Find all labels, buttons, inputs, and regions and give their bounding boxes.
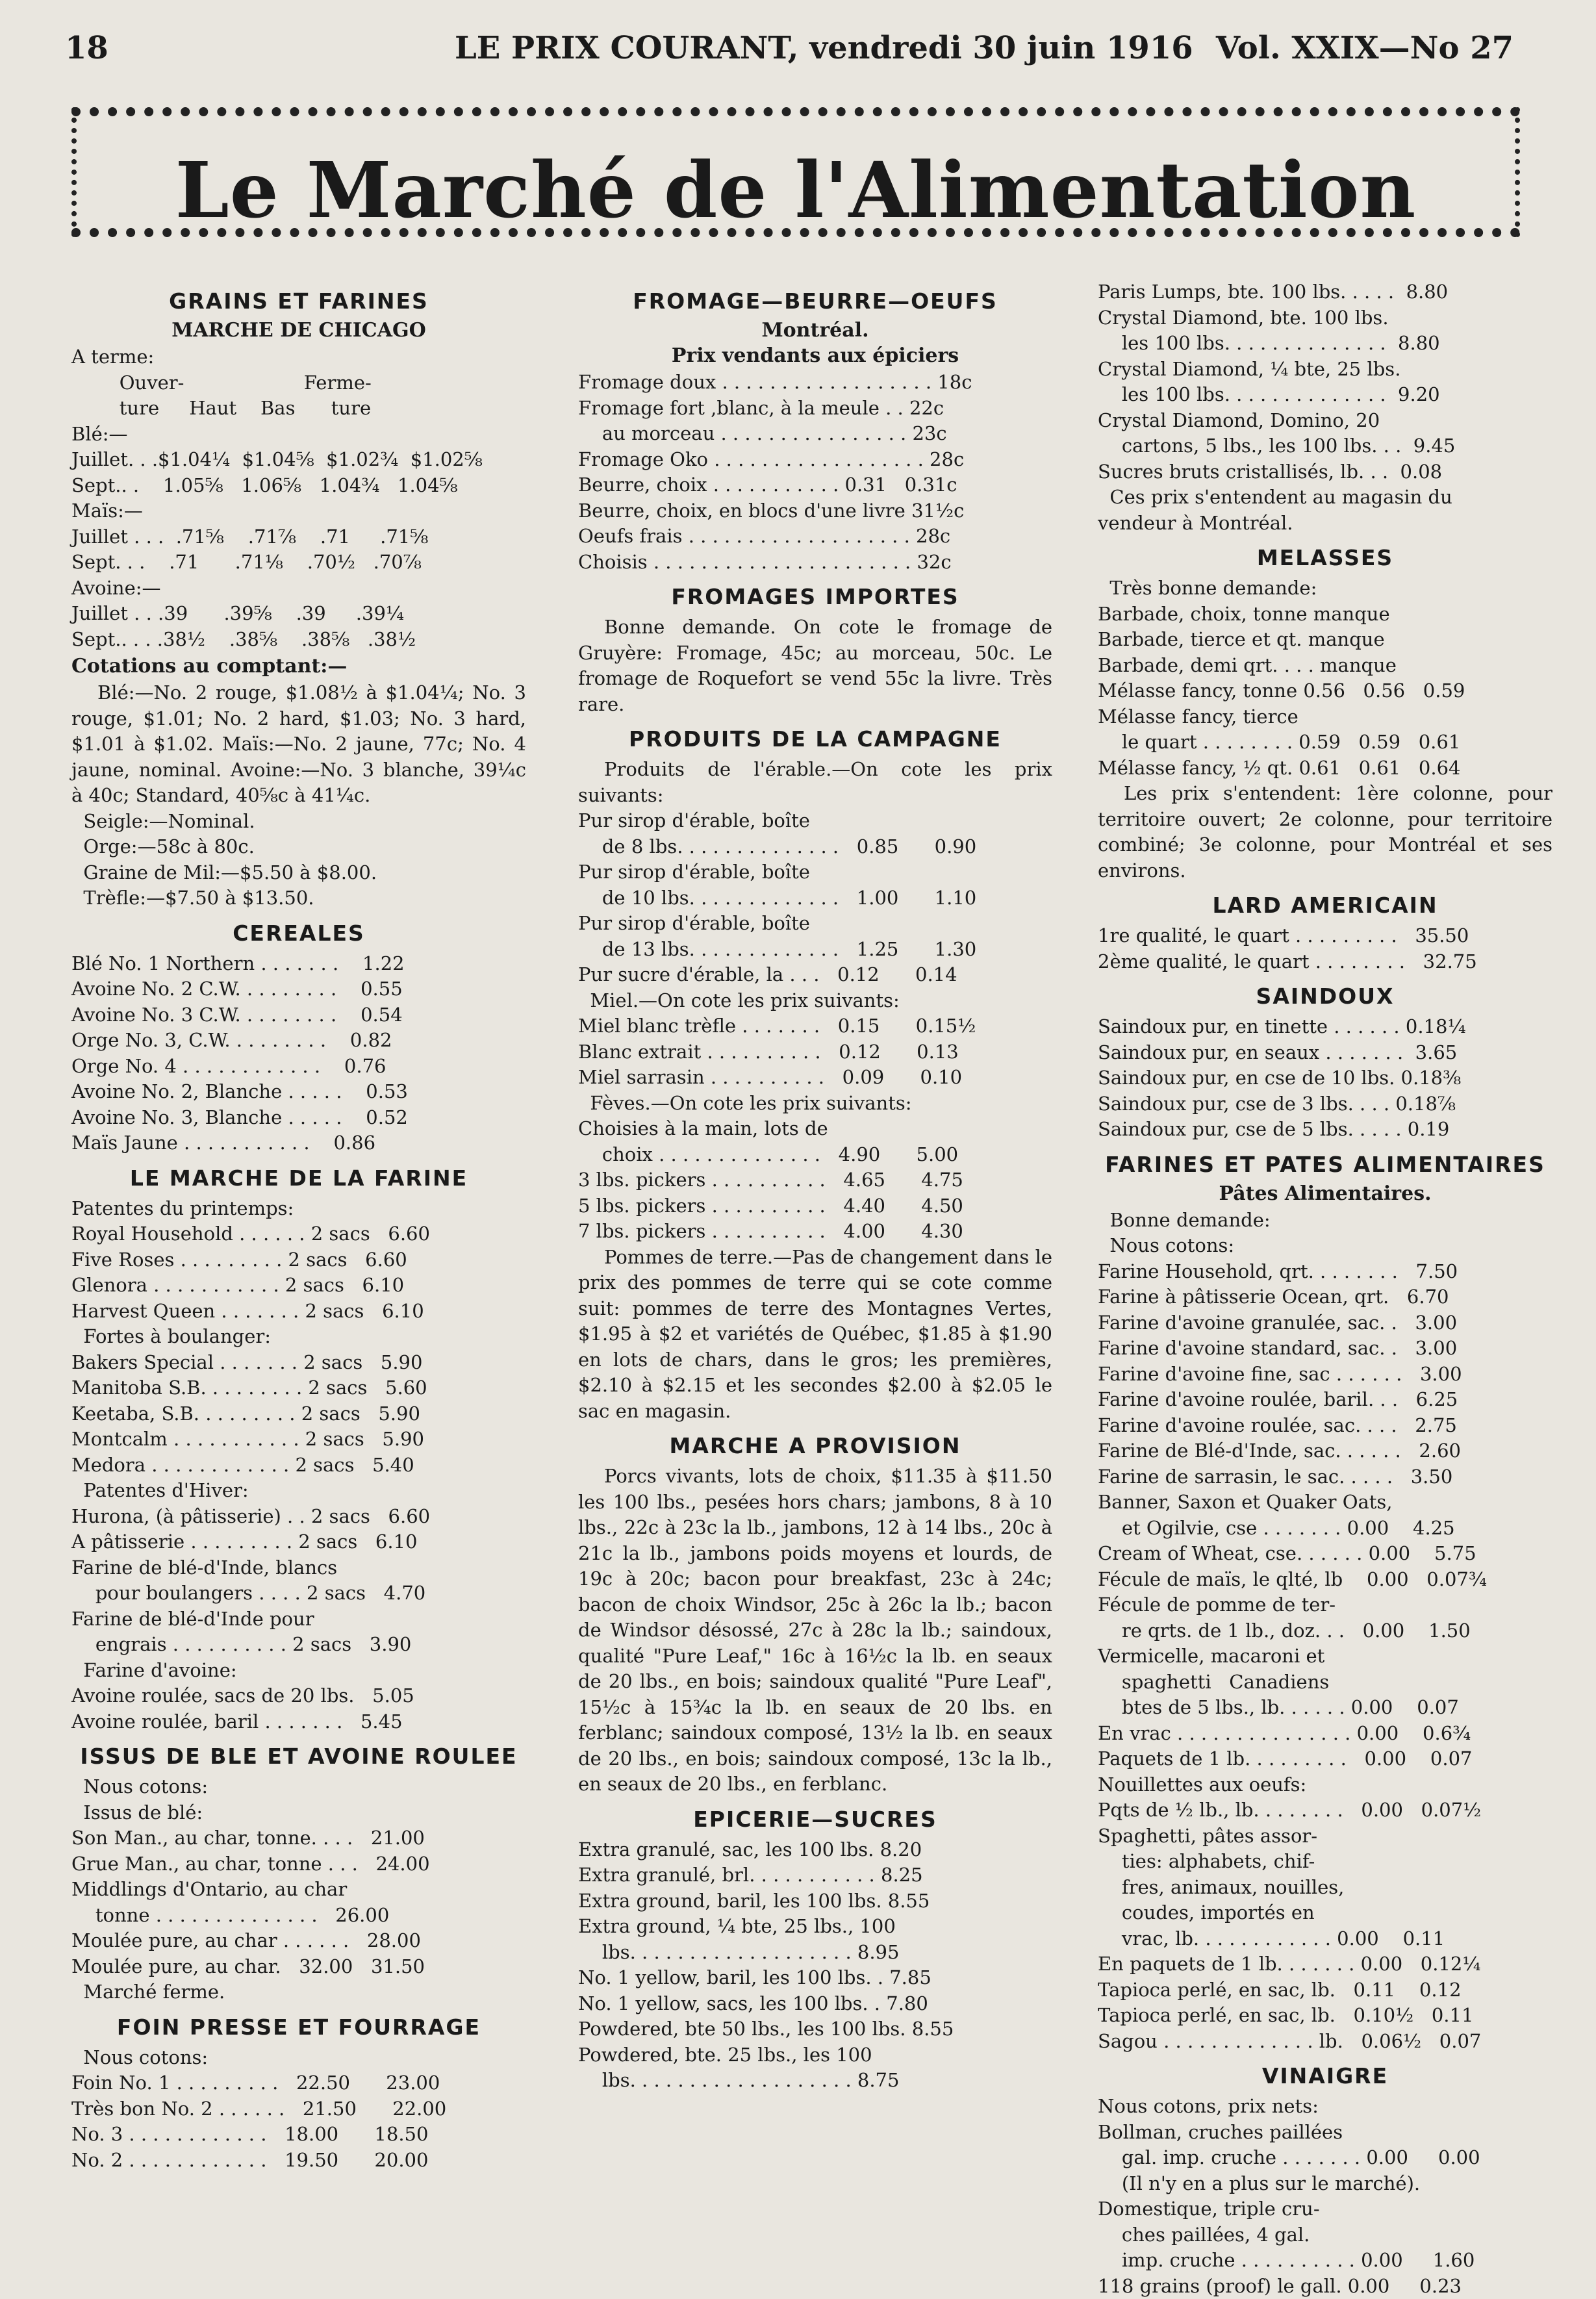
price-line: Saindoux pur, cse de 5 lbs. . . . . 0.19 [1098, 1117, 1552, 1143]
pates-list [1098, 1208, 1552, 2055]
price-line: fres, animaux, nouilles, [1098, 1875, 1552, 1901]
price-line: re qrts. de 1 lb., doz. . . 0.00 1.50 [1098, 1618, 1552, 1644]
issus-list [71, 1774, 526, 2005]
price-line: Très bonne demande: [1098, 576, 1552, 602]
price-line: Nouillettes aux oeufs: [1098, 1772, 1552, 1798]
price-line: Pqts de ½ lb., lb. . . . . . . . 0.00 0.07½ [1098, 1797, 1552, 1823]
price-line: lbs. . . . . . . . . . . . . . . . . . . 8.75 [578, 2068, 1052, 2094]
price-line: Vermicelle, macaroni et [1098, 1644, 1552, 1670]
sucres-list [578, 1837, 1052, 2094]
price-line: Foin No. 1 . . . . . . . . . 22.50 23.00 [71, 2070, 526, 2096]
price-line: les 100 lbs. . . . . . . . . . . . . . 8.80 [1098, 331, 1552, 357]
price-line: Issus de blé: [71, 1800, 526, 1826]
price-line: Ouver- Ferme- [71, 370, 526, 396]
price-line: Miel blanc trèfle . . . . . . . 0.15 0.15½ [578, 1013, 1052, 1039]
price-line: Avoine No. 3 C.W. . . . . . . . . 0.54 [71, 1002, 526, 1028]
page-header [65, 23, 1514, 75]
price-line: 5 lbs. pickers . . . . . . . . . . 4.40 4.50 [578, 1193, 1052, 1219]
cereales-list [71, 951, 526, 1156]
paragraph-provision: Porcs vivants, lots de choix, $11.35 à $11.50 les 100 lbs., pesées hors chars; jambons, 8 à 10 lbs., 22c à 23c la lb., jambons, 12 à 14 lbs., 20c à 21c la lb., jambons poids moyens et lourds, de 19c à 20c; bacon pour breakfast, 23c à 24c; bacon de choix Windsor, 25c à 26c la lb.; bacon de Windsor désossé, 27c à 28c la lb.; saindoux, qualité "Pure Leaf," 16c à 16½c la lb. en seaux de 20 lbs., en bois; saindoux qualité "Pure Leaf", 15½c à 15¾c la lb. en seaux de 20 lbs. en ferblanc; saindoux composé, 13½ la lb. en seaux de 20 lbs., en bois; saindoux composé, 13c la lb., en seaux de 20 lbs., en ferblanc. [578, 1464, 1052, 1797]
page-number: 18 [65, 30, 108, 66]
price-line: Extra granulé, sac, les 100 lbs. 8.20 [578, 1837, 1052, 1863]
price-line: Tapioca perlé, en sac, lb. 0.10½ 0.11 [1098, 2003, 1552, 2029]
price-line: Avoine No. 3, Blanche . . . . . 0.52 [71, 1105, 526, 1131]
volume-number: Vol. XXIX—No 27 [1216, 30, 1514, 66]
price-line: Nous cotons: [71, 2045, 526, 2071]
price-line: Maïs Jaune . . . . . . . . . . . 0.86 [71, 1130, 526, 1156]
price-line: Sept.. . . .38½ .38⅝ .38⅝ .38½ [71, 627, 526, 653]
subheading-chicago: MARCHE DE CHICAGO [71, 319, 526, 342]
fromage-list [578, 370, 1052, 575]
price-line: ties: alphabets, chif- [1098, 1849, 1552, 1875]
price-line: Fromage Oko . . . . . . . . . . . . . . . . . . 28c [578, 447, 1052, 473]
price-line: Fèves.—On cote les prix suivants: [578, 1091, 1052, 1117]
price-line: Juillet. . .$1.04¼ $1.04⅝ $1.02¾ $1.02⅝ [71, 447, 526, 473]
price-line: Avoine No. 2, Blanche . . . . . 0.53 [71, 1079, 526, 1105]
price-line: les 100 lbs. . . . . . . . . . . . . . 9.20 [1098, 382, 1552, 408]
heading-farine: LE MARCHE DE LA FARINE [71, 1165, 526, 1191]
price-line: Blé No. 1 Northern . . . . . . . 1.22 [71, 951, 526, 977]
price-line: Trèfle:—$7.50 à $13.50. [71, 885, 526, 911]
paragraph-erable: Produits de l'érable.—On cote les prix suivants: [578, 757, 1052, 808]
price-line: Extra ground, baril, les 100 lbs. 8.55 [578, 1888, 1052, 1914]
price-line: Pur sirop d'érable, boîte [578, 859, 1052, 885]
price-line: Sept. . . .71 .71⅛ .70½ .70⅞ [71, 550, 526, 576]
price-line: Spaghetti, pâtes assor- [1098, 1823, 1552, 1849]
price-line: Farine d'avoine roulée, sac. . . . 2.75 [1098, 1413, 1552, 1439]
price-line: Barbade, choix, tonne manque [1098, 602, 1552, 628]
price-line: Nous cotons: [71, 1774, 526, 1800]
price-line: Orge No. 4 . . . . . . . . . . . . 0.76 [71, 1054, 526, 1080]
price-line: Tapioca perlé, en sac, lb. 0.11 0.12 [1098, 1977, 1552, 2003]
price-line: pour boulangers . . . . 2 sacs 4.70 [71, 1581, 526, 1607]
price-line: Saindoux pur, cse de 3 lbs. . . . 0.18⅞ [1098, 1091, 1552, 1117]
price-line: Très bon No. 2 . . . . . . 21.50 22.00 [71, 2096, 526, 2122]
price-line: No. 1 yellow, baril, les 100 lbs. . 7.85 [578, 1965, 1052, 1991]
lard-list [1098, 923, 1552, 974]
price-line: Maïs:— [71, 498, 526, 524]
subheading-prix: Prix vendants aux épiciers [578, 344, 1052, 367]
price-line: choix . . . . . . . . . . . . . . 4.90 5.00 [578, 1142, 1052, 1168]
price-line: Fromage fort ,blanc, à la meule . . 22c [578, 396, 1052, 422]
column-right [1098, 279, 1552, 2299]
column-middle [578, 279, 1052, 2094]
subheading-montreal: Montréal. [578, 319, 1052, 342]
price-line: Fortes à boulanger: [71, 1324, 526, 1350]
paragraph-melasses: Les prix s'entendent: 1ère colonne, pour territoire ouvert; 2e colonne, pour territoire combiné; 3e colonne, pour Montréal et ses environs. [1098, 781, 1552, 883]
price-line: Mélasse fancy, tonne 0.56 0.56 0.59 [1098, 678, 1552, 704]
price-line: 3 lbs. pickers . . . . . . . . . . 4.65 4.75 [578, 1167, 1052, 1193]
price-line: Juillet . . .39 .39⅝ .39 .39¼ [71, 601, 526, 627]
campagne-list [578, 808, 1052, 1245]
price-line: Mélasse fancy, tierce [1098, 704, 1552, 730]
price-line: Patentes du printemps: [71, 1196, 526, 1222]
price-line: Farine de sarrasin, le sac. . . . . 3.50 [1098, 1464, 1552, 1490]
heading-saindoux: SAINDOUX [1098, 984, 1552, 1009]
price-line: Avoine:— [71, 576, 526, 602]
price-line: En vrac . . . . . . . . . . . . . . . 0.00 0.6¾ [1098, 1721, 1552, 1747]
heading-grains: GRAINS ET FARINES [71, 288, 526, 314]
price-line: Harvest Queen . . . . . . . 2 sacs 6.10 [71, 1299, 526, 1325]
price-line: tonne . . . . . . . . . . . . . . 26.00 [71, 1903, 526, 1929]
price-line: Middlings d'Ontario, au char [71, 1877, 526, 1903]
price-line: Saindoux pur, en cse de 10 lbs. 0.18⅜ [1098, 1065, 1552, 1091]
price-line: spaghetti Canadiens [1098, 1670, 1552, 1696]
price-line: Crystal Diamond, bte. 100 lbs. [1098, 305, 1552, 331]
vinaigre-list [1098, 2094, 1552, 2299]
price-line: gal. imp. cruche . . . . . . . 0.00 0.00 [1098, 2145, 1552, 2171]
price-line: cartons, 5 lbs., les 100 lbs. . . 9.45 [1098, 433, 1552, 459]
price-line: Mélasse fancy, ½ qt. 0.61 0.61 0.64 [1098, 756, 1552, 781]
price-line: Manitoba S.B. . . . . . . . . 2 sacs 5.60 [71, 1375, 526, 1401]
price-line: Hurona, (à pâtisserie) . . 2 sacs 6.60 [71, 1504, 526, 1530]
price-line: No. 1 yellow, sacs, les 100 lbs. . 7.80 [578, 1991, 1052, 2017]
price-line: Avoine No. 2 C.W. . . . . . . . . 0.55 [71, 976, 526, 1002]
sucres-cont-list [1098, 279, 1552, 536]
price-line: Barbade, demi qrt. . . . manque [1098, 653, 1552, 679]
price-line: Nous cotons, prix nets: [1098, 2094, 1552, 2120]
price-line: le quart . . . . . . . . 0.59 0.59 0.61 [1098, 730, 1552, 756]
price-line: Blé:— [71, 422, 526, 448]
price-line: En paquets de 1 lb. . . . . . . 0.00 0.12¼ [1098, 1951, 1552, 1977]
price-line: engrais . . . . . . . . . . 2 sacs 3.90 [71, 1632, 526, 1658]
price-line: Choisies à la main, lots de [578, 1116, 1052, 1142]
price-line: (Il n'y en a plus sur le marché). [1098, 2171, 1552, 2197]
price-line: Marché ferme. [71, 1979, 526, 2005]
price-line: Farine à pâtisserie Ocean, qrt. 6.70 [1098, 1284, 1552, 1310]
price-line: Saindoux pur, en seaux . . . . . . . 3.65 [1098, 1040, 1552, 1066]
price-line: Paquets de 1 lb. . . . . . . . . 0.00 0.07 [1098, 1746, 1552, 1772]
grain-list [71, 809, 526, 911]
price-line: btes de 5 lbs., lb. . . . . . 0.00 0.07 [1098, 1695, 1552, 1721]
heading-cereales: CEREALES [71, 921, 526, 946]
price-line: Beurre, choix, en blocs d'une livre 31½c [578, 498, 1052, 524]
price-line: 1re qualité, le quart . . . . . . . . . 35.50 [1098, 923, 1552, 949]
melasses-list [1098, 576, 1552, 781]
price-line: imp. cruche . . . . . . . . . . 0.00 1.60 [1098, 2248, 1552, 2274]
price-line: Patentes d'Hiver: [71, 1478, 526, 1504]
heading-farines-pates: FARINES ET PATES ALIMENTAIRES [1098, 1152, 1552, 1177]
price-line: A terme: [71, 344, 526, 370]
price-line: Farine d'avoine standard, sac. . 3.00 [1098, 1336, 1552, 1362]
subheading-pates: Pâtes Alimentaires. [1098, 1182, 1552, 1205]
price-line: Miel.—On cote les prix suivants: [578, 988, 1052, 1014]
heading-epicerie: EPICERIE—SUCRES [578, 1807, 1052, 1832]
price-line: lbs. . . . . . . . . . . . . . . . . . . 8.95 [578, 1940, 1052, 1966]
heading-fromages-importes: FROMAGES IMPORTES [578, 584, 1052, 609]
price-line: Five Roses . . . . . . . . . 2 sacs 6.60 [71, 1247, 526, 1273]
price-line: Glenora . . . . . . . . . . . 2 sacs 6.10 [71, 1273, 526, 1299]
price-line: Cream of Wheat, cse. . . . . . 0.00 5.75 [1098, 1541, 1552, 1567]
price-line: Grue Man., au char, tonne . . . 24.00 [71, 1851, 526, 1877]
price-line: coudes, importés en [1098, 1900, 1552, 1926]
price-line: Montcalm . . . . . . . . . . . 2 sacs 5.90 [71, 1427, 526, 1453]
heading-comptant: Cotations au comptant:— [71, 655, 526, 678]
price-line: Fécule de maïs, le qlté, lb 0.00 0.07¾ [1098, 1567, 1552, 1593]
price-line: Domestique, triple cru- [1098, 2196, 1552, 2222]
chicago-prices [71, 344, 526, 652]
price-line: Pur sirop d'érable, boîte [578, 808, 1052, 834]
price-line: Sucres bruts cristallisés, lb. . . 0.08 [1098, 459, 1552, 485]
price-line: A pâtisserie . . . . . . . . . 2 sacs 6.10 [71, 1529, 526, 1555]
price-line: vrac, lb. . . . . . . . . . . . 0.00 0.11 [1098, 1926, 1552, 1952]
price-line: Extra granulé, brl. . . . . . . . . . . 8.25 [578, 1862, 1052, 1888]
price-line: Graine de Mil:—$5.50 à $8.00. [71, 860, 526, 886]
price-line: Bollman, cruches paillées [1098, 2120, 1552, 2146]
price-line: Sagou . . . . . . . . . . . . . lb. 0.06½ 0.07 [1098, 2029, 1552, 2055]
price-line: Farine de Blé-d'Inde, sac. . . . . . 2.60 [1098, 1438, 1552, 1464]
price-line: Saindoux pur, en tinette . . . . . . 0.18¼ [1098, 1014, 1552, 1040]
price-line: Crystal Diamond, Domino, 20 [1098, 408, 1552, 434]
price-line: ture Haut Bas ture [71, 396, 526, 422]
price-line: Choisis . . . . . . . . . . . . . . . . . . . . . . 32c [578, 550, 1052, 576]
price-line: de 13 lbs. . . . . . . . . . . . . 1.25 1.30 [578, 937, 1052, 963]
paragraph-importes: Bonne demande. On cote le fromage de Gruyère: Fromage, 45c; au morceau, 50c. Le fromage de Roquefort se vend 55c la livre. Très rare. [578, 615, 1052, 717]
price-line: ches paillées, 4 gal. [1098, 2222, 1552, 2248]
price-line: Farine d'avoine roulée, baril. . . 6.25 [1098, 1387, 1552, 1413]
price-line: 2ème qualité, le quart . . . . . . . . 32.75 [1098, 949, 1552, 975]
heading-melasses: MELASSES [1098, 545, 1552, 570]
price-line: Royal Household . . . . . . 2 sacs 6.60 [71, 1221, 526, 1247]
price-line: No. 3 . . . . . . . . . . . . 18.00 18.50 [71, 2122, 526, 2148]
price-line: Nous cotons: [1098, 1233, 1552, 1259]
newspaper-dateline: LE PRIX COURANT, vendredi 30 juin 1916 [455, 30, 1193, 66]
price-line: Farine de blé-d'Inde pour [71, 1607, 526, 1632]
price-line: Keetaba, S.B. . . . . . . . . 2 sacs 5.90 [71, 1401, 526, 1427]
price-line: Banner, Saxon et Quaker Oats, [1098, 1490, 1552, 1516]
heading-vinaigre: VINAIGRE [1098, 2063, 1552, 2089]
price-line: Miel sarrasin . . . . . . . . . . 0.09 0.10 [578, 1065, 1052, 1091]
heading-fromage: FROMAGE—BEURRE—OEUFS [578, 288, 1052, 314]
price-line: 7 lbs. pickers . . . . . . . . . . 4.00 4.30 [578, 1219, 1052, 1245]
price-line: No. 2 . . . . . . . . . . . . 19.50 20.00 [71, 2148, 526, 2174]
heading-foin: FOIN PRESSE ET FOURRAGE [71, 2014, 526, 2040]
saindoux-list [1098, 1014, 1552, 1143]
heading-campagne: PRODUITS DE LA CAMPAGNE [578, 726, 1052, 752]
price-line: Extra ground, ¼ bte, 25 lbs., 100 [578, 1914, 1052, 1940]
price-line: Fécule de pomme de ter- [1098, 1592, 1552, 1618]
price-line: Farine d'avoine fine, sac . . . . . . 3.00 [1098, 1362, 1552, 1388]
price-line: Bakers Special . . . . . . . 2 sacs 5.90 [71, 1350, 526, 1376]
price-line: Medora . . . . . . . . . . . . 2 sacs 5.40 [71, 1453, 526, 1479]
price-line: Farine de blé-d'Inde, blancs [71, 1555, 526, 1581]
price-line: de 10 lbs. . . . . . . . . . . . . 1.00 1.10 [578, 885, 1052, 911]
price-line: Powdered, bte. 25 lbs., les 100 [578, 2042, 1052, 2068]
price-line: Orge No. 3, C.W. . . . . . . . . 0.82 [71, 1028, 526, 1054]
paragraph-comptant: Blé:—No. 2 rouge, $1.08½ à $1.04¼; No. 3 rouge, $1.01; No. 2 hard, $1.03; No. 3 hard, $1.01 à $1.02. Maïs:—No. 2 jaune, 77c; No. 4 jaune, nominal. Avoine:—No. 3 blanche, 39¼c à 40c; Standard, 40⅝c à 41¼c. [71, 680, 526, 809]
price-line: vendeur à Montréal. [1098, 511, 1552, 537]
price-line: 118 grains (proof) le gall. 0.00 0.23 [1098, 2274, 1552, 2299]
price-line: Seigle:—Nominal. [71, 809, 526, 835]
price-line: Pur sirop d'érable, boîte [578, 911, 1052, 937]
price-line: de 8 lbs. . . . . . . . . . . . . . 0.85 0.90 [578, 834, 1052, 860]
price-line: Ces prix s'entendent au magasin du [1098, 485, 1552, 511]
price-line: Moulée pure, au char. 32.00 31.50 [71, 1954, 526, 1980]
price-line: Orge:—58c à 80c. [71, 834, 526, 860]
price-line: Farine d'avoine: [71, 1658, 526, 1684]
paragraph-pommes: Pommes de terre.—Pas de changement dans le prix des pommes de terre qui se cote comme suit: pommes de terre des Montagnes Vertes, $1.95 à $2 et variétés de Québec, $1.85 à $1.90 en lots de chars, dans le gros; les premières, $2.10 à $2.15 et les secondes $2.00 à $2.05 le sac en magasin. [578, 1245, 1052, 1425]
price-line: Crystal Diamond, ¼ bte, 25 lbs. [1098, 357, 1552, 383]
price-line: Pur sucre d'érable, la . . . 0.12 0.14 [578, 962, 1052, 988]
price-line: Bonne demande: [1098, 1208, 1552, 1234]
price-line: Powdered, bte 50 lbs., les 100 lbs. 8.55 [578, 2016, 1052, 2042]
price-line: Son Man., au char, tonne. . . . 21.00 [71, 1825, 526, 1851]
price-line: Barbade, tierce et qt. manque [1098, 627, 1552, 653]
price-line: Blanc extrait . . . . . . . . . . 0.12 0.13 [578, 1039, 1052, 1065]
heading-provision: MARCHE A PROVISION [578, 1433, 1052, 1458]
price-line: Farine Household, qrt. . . . . . . . 7.50 [1098, 1259, 1552, 1285]
price-line: au morceau . . . . . . . . . . . . . . . . 23c [578, 421, 1052, 447]
farine-list [71, 1196, 526, 1735]
price-line: Avoine roulée, sacs de 20 lbs. 5.05 [71, 1683, 526, 1709]
section-title-box [71, 107, 1520, 237]
price-line: Fromage doux . . . . . . . . . . . . . . . . . . 18c [578, 370, 1052, 396]
price-line: Sept.. . 1.05⅝ 1.06⅝ 1.04¾ 1.04⅝ [71, 473, 526, 499]
price-line: Juillet . . . .71⅝ .71⅞ .71 .71⅝ [71, 524, 526, 550]
price-line: Beurre, choix . . . . . . . . . . . 0.31 0.31c [578, 472, 1052, 498]
heading-issus: ISSUS DE BLE ET AVOINE ROULEE [71, 1744, 526, 1769]
price-line: Farine d'avoine granulée, sac. . 3.00 [1098, 1310, 1552, 1336]
price-line: Avoine roulée, baril . . . . . . . 5.45 [71, 1709, 526, 1735]
price-line: et Ogilvie, cse . . . . . . . 0.00 4.25 [1098, 1516, 1552, 1542]
section-title: Le Marché de l'Alimentation [77, 145, 1515, 235]
price-line: Moulée pure, au char . . . . . . 28.00 [71, 1928, 526, 1954]
heading-lard: LARD AMERICAIN [1098, 893, 1552, 918]
price-line: Paris Lumps, bte. 100 lbs. . . . . 8.80 [1098, 279, 1552, 305]
column-left [71, 279, 526, 2173]
price-line: Oeufs frais . . . . . . . . . . . . . . . . . . . 28c [578, 524, 1052, 550]
foin-list [71, 2045, 526, 2174]
